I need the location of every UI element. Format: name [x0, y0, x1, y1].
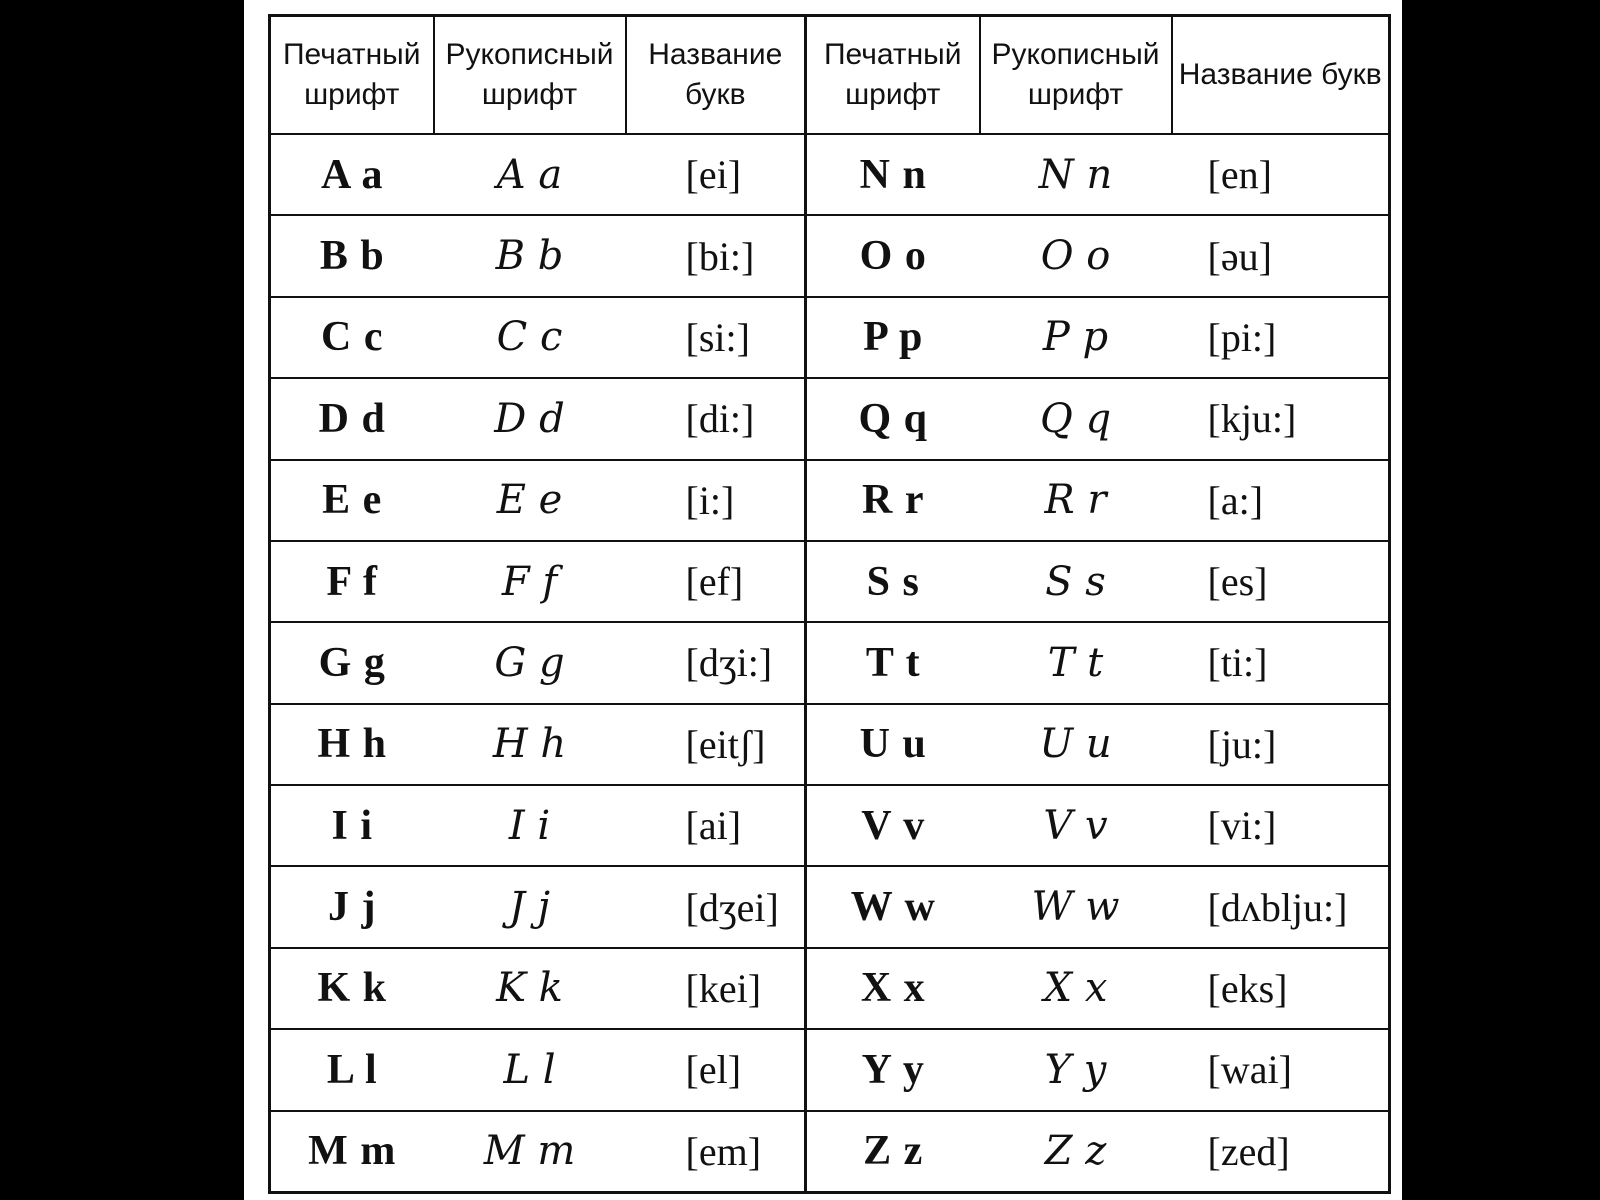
script-letter-left: H h	[434, 704, 626, 785]
alphabet-table	[268, 14, 1391, 1194]
script-letter-left: G g	[434, 622, 626, 703]
letter-name-left: [dʒi:]	[626, 622, 806, 703]
script-letter-left: J j	[434, 866, 626, 947]
table-row	[270, 785, 1390, 866]
script-letter-right: T t	[980, 622, 1172, 703]
table-row	[270, 297, 1390, 378]
script-letter-right: P p	[980, 297, 1172, 378]
script-letter-left: E e	[434, 460, 626, 541]
letter-name-right: [zed]	[1172, 1111, 1390, 1193]
table-row	[270, 215, 1390, 296]
printed-letter-left: E e	[270, 460, 434, 541]
printed-letter-right: U u	[806, 704, 980, 785]
script-letter-right: Z z	[980, 1111, 1172, 1193]
printed-letter-right: W w	[806, 866, 980, 947]
script-letter-right: S s	[980, 541, 1172, 622]
printed-letter-right: R r	[806, 460, 980, 541]
letter-name-left: [eitʃ]	[626, 704, 806, 785]
table-header-row	[270, 16, 1390, 135]
printed-letter-left: G g	[270, 622, 434, 703]
letter-name-left: [em]	[626, 1111, 806, 1193]
printed-letter-right: T t	[806, 622, 980, 703]
printed-letter-left: H h	[270, 704, 434, 785]
table-row	[270, 948, 1390, 1029]
script-letter-right: Q q	[980, 378, 1172, 459]
printed-letter-right: V v	[806, 785, 980, 866]
printed-letter-right: Z z	[806, 1111, 980, 1193]
letter-name-left: [bi:]	[626, 215, 806, 296]
table-row	[270, 704, 1390, 785]
header-script-left: Рукописный шрифт	[434, 16, 626, 135]
script-letter-left: M m	[434, 1111, 626, 1193]
printed-letter-left: C c	[270, 297, 434, 378]
letter-name-left: [kei]	[626, 948, 806, 1029]
letter-name-right: [eks]	[1172, 948, 1390, 1029]
printed-letter-left: F f	[270, 541, 434, 622]
header-name-right: Название букв	[1172, 16, 1390, 135]
letter-name-left: [el]	[626, 1029, 806, 1110]
letter-name-right: [kju:]	[1172, 378, 1390, 459]
printed-letter-left: K k	[270, 948, 434, 1029]
table-row	[270, 134, 1390, 215]
script-letter-left: C c	[434, 297, 626, 378]
table-row	[270, 622, 1390, 703]
printed-letter-left: A a	[270, 134, 434, 215]
table-row	[270, 866, 1390, 947]
script-letter-right: N n	[980, 134, 1172, 215]
script-letter-left: D d	[434, 378, 626, 459]
letter-name-left: [ai]	[626, 785, 806, 866]
printed-letter-right: P p	[806, 297, 980, 378]
script-letter-right: Y y	[980, 1029, 1172, 1110]
letter-name-right: [pi:]	[1172, 297, 1390, 378]
letter-name-right: [ti:]	[1172, 622, 1390, 703]
script-letter-left: L l	[434, 1029, 626, 1110]
table-row	[270, 1111, 1390, 1193]
script-letter-right: W w	[980, 866, 1172, 947]
header-name-left: Название букв	[626, 16, 806, 135]
letter-name-left: [di:]	[626, 378, 806, 459]
script-letter-right: U u	[980, 704, 1172, 785]
letter-name-left: [dʒei]	[626, 866, 806, 947]
letter-name-right: [əu]	[1172, 215, 1390, 296]
letter-name-right: [a:]	[1172, 460, 1390, 541]
script-letter-left: K k	[434, 948, 626, 1029]
header-printed-right: Печатный шрифт	[806, 16, 980, 135]
table-body	[270, 134, 1390, 1193]
printed-letter-left: M m	[270, 1111, 434, 1193]
printed-letter-right: Y y	[806, 1029, 980, 1110]
printed-letter-right: N n	[806, 134, 980, 215]
printed-letter-right: O o	[806, 215, 980, 296]
letter-name-right: [ju:]	[1172, 704, 1390, 785]
printed-letter-left: B b	[270, 215, 434, 296]
script-letter-right: X x	[980, 948, 1172, 1029]
script-letter-left: B b	[434, 215, 626, 296]
table-row	[270, 460, 1390, 541]
printed-letter-right: Q q	[806, 378, 980, 459]
letter-name-left: [ef]	[626, 541, 806, 622]
letter-name-left: [i:]	[626, 460, 806, 541]
header-script-right: Рукописный шрифт	[980, 16, 1172, 135]
printed-letter-right: X x	[806, 948, 980, 1029]
letter-name-right: [vi:]	[1172, 785, 1390, 866]
table-row	[270, 1029, 1390, 1110]
printed-letter-left: J j	[270, 866, 434, 947]
script-letter-right: O o	[980, 215, 1172, 296]
letter-name-right: [es]	[1172, 541, 1390, 622]
alphabet-page	[244, 0, 1402, 1200]
letter-name-left: [ei]	[626, 134, 806, 215]
script-letter-left: I i	[434, 785, 626, 866]
letter-name-left: [si:]	[626, 297, 806, 378]
printed-letter-left: I i	[270, 785, 434, 866]
script-letter-right: R r	[980, 460, 1172, 541]
table-row	[270, 541, 1390, 622]
table-row	[270, 378, 1390, 459]
printed-letter-left: L l	[270, 1029, 434, 1110]
script-letter-right: V v	[980, 785, 1172, 866]
letter-name-right: [en]	[1172, 134, 1390, 215]
printed-letter-right: S s	[806, 541, 980, 622]
letter-name-right: [dʌblju:]	[1172, 866, 1390, 947]
header-printed-left: Печатный шрифт	[270, 16, 434, 135]
printed-letter-left: D d	[270, 378, 434, 459]
script-letter-left: A a	[434, 134, 626, 215]
script-letter-left: F f	[434, 541, 626, 622]
letter-name-right: [wai]	[1172, 1029, 1390, 1110]
